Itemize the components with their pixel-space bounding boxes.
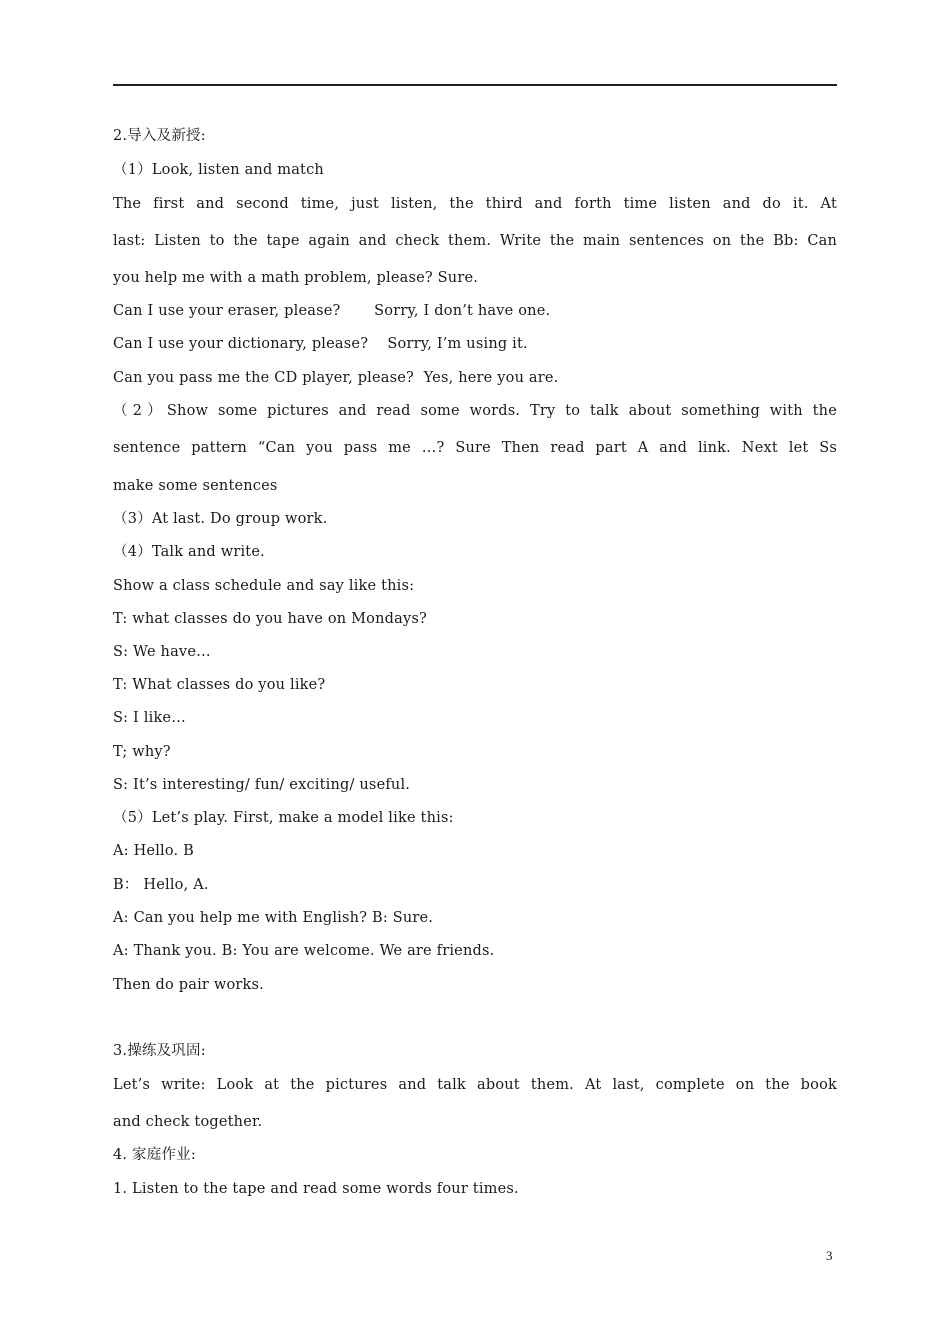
dialogue-line: B： Hello, A.	[113, 877, 209, 893]
dialogue-line: T; why?	[113, 744, 171, 760]
dialogue-line: Can I use your eraser, please? Sorry, I don’t have one.	[113, 303, 551, 319]
step-5-title: （5）Let’s play. First, make a model like this:	[113, 810, 454, 826]
paragraph-line: Show a class schedule and say like this:	[113, 578, 415, 594]
dialogue-line: Can I use your dictionary, please? Sorry, I’m using it.	[113, 336, 528, 352]
step-4-title: （4）Talk and write.	[113, 544, 265, 560]
paragraph-line: Let’s write: Look at the pictures and talk about them. At last, complete on the book	[113, 1077, 837, 1093]
paragraph-line: and check together.	[113, 1114, 263, 1130]
dialogue-line: A: Thank you. B: You are welcome. We are friends.	[113, 943, 495, 959]
dialogue-line: S: We have…	[113, 644, 211, 660]
dialogue-line: S: I like…	[113, 710, 186, 726]
step-2-line: make some sentences	[113, 478, 278, 494]
dialogue-line: T: What classes do you like?	[113, 677, 326, 693]
paragraph-line: The first and second time, just listen, the third and forth time listen and do it. At	[113, 196, 837, 212]
paragraph-line: Then do pair works.	[113, 977, 264, 993]
dialogue-line: A: Hello. B	[113, 843, 195, 859]
paragraph-line: last: Listen to the tape again and check them. Write the main sentences on the Bb: Can	[113, 233, 837, 249]
page-number: 3	[826, 1248, 833, 1263]
homework-item: 1. Listen to the tape and read some words four times.	[113, 1181, 519, 1197]
step-1-title: （1）Look, listen and match	[113, 162, 324, 178]
section-heading-intro: 2.导入及新授:	[113, 128, 206, 144]
dialogue-line: S: It’s interesting/ fun/ exciting/ useful.	[113, 777, 411, 793]
dialogue-line: Can you pass me the CD player, please? Yes, here you are.	[113, 370, 559, 386]
step-2-line: （2）Show some pictures and read some words. Try to talk about something with the	[113, 403, 837, 419]
dialogue-line: A: Can you help me with English? B: Sure.	[113, 910, 434, 926]
paragraph-line: you help me with a math problem, please? Sure.	[113, 270, 479, 286]
header-rule	[113, 84, 837, 86]
section-heading-homework: 4. 家庭作业:	[113, 1147, 196, 1163]
dialogue-line: T: what classes do you have on Mondays?	[113, 611, 427, 627]
step-3-title: （3）At last. Do group work.	[113, 511, 328, 527]
section-heading-practice: 3.操练及巩固:	[113, 1043, 206, 1059]
step-2-line: sentence pattern “Can you pass me …? Sure Then read part A and link. Next let Ss	[113, 440, 837, 456]
